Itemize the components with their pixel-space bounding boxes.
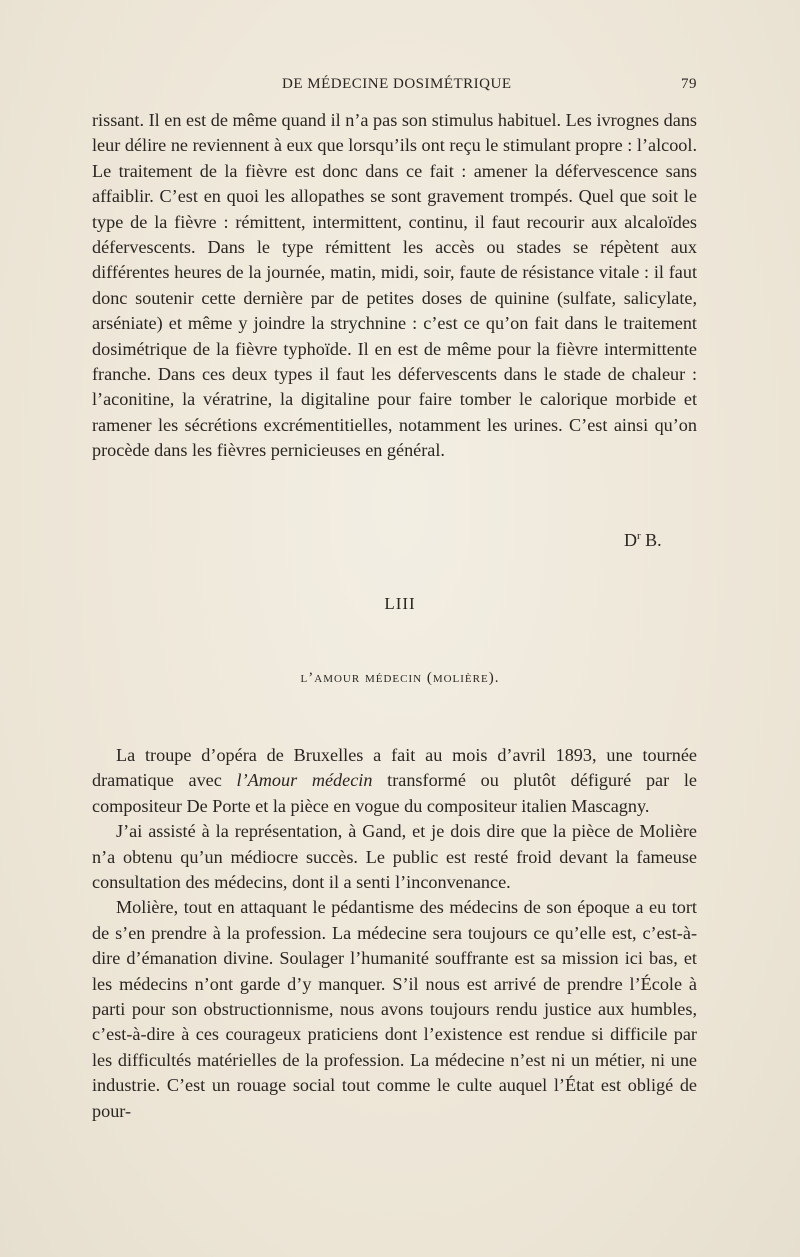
section-title: l’amour médecin (molière). [300,670,500,686]
page-number: 79 [681,76,697,92]
signature-name: B. [645,530,662,550]
signature-prefix: D [624,530,637,550]
play-title: l’Amour médecin [236,770,373,791]
section-number: LIII [384,594,416,613]
paragraph: J’ai assisté à la représentation, à Gand, et je dois dire que la pièce de Molière n’a obtenu qu’un médiocre succès. Le public est resté froid devant la fameuse consultation des médecins, dont il a senti l’inconvenance. [92,821,697,893]
paragraph: Molière, tout en attaquant le pédantisme des médecins de son époque a eu tort de s’en prendre à la profession. La médecine sera toujours ce qu’elle est, c’est-à-dire d’émanation divine. Soulager l’humanité souffrante est sa mission ici bas, et les médecins n’ont garde d’y manquer. S’il nous est arrivé de prendre l’École à parti pour son obstructionnisme, nous avons toujours rendu justice aux humbles, c’est-à-dire à ces courageux praticiens dont l’existence est rendue si difficile par les difficultés matérielles de la profession. La médecine n’est ni un métier, ni une industrie. C’est un rouage social tout comme le culte auquel l’État est obligé de pour- [92,897,697,1121]
signature-sup: r [637,530,641,542]
paragraph [92,743,697,819]
text-block-top [92,108,697,464]
text-block-bottom [92,743,697,1124]
signature [624,530,662,551]
paragraph-text: transformé ou plutôt défiguré par le compositeur De Porte et la pièce en vogue du compositeur italien Mascagny. [92,770,697,816]
paragraph-text: La troupe d’opéra de Bruxelles a fait au mois d’avril 1893, une tournée dramatique avec [92,745,697,791]
paragraph: rissant. Il en est de même quand il n’a pas son stimulus habituel. Les ivrognes dans leur délire ne reviennent à eux que lorsqu’ils ont reçu le stimulant propre : l’alcool. Le traitement de la fièvre est donc dans ce fait : amener la défervescence sans affaiblir. C’est en quoi les allopathes se sont gravement trompés. Quel que soit le type de la fièvre : rémittent, intermittent, continu, il faut recourir aux alcaloïdes défervescents. Dans le type rémittent les accès ou stades se répètent aux différentes heures de la journée, matin, midi, soir, faute de résistance vitale : il faut donc soutenir cette dernière par de petites doses de quinine (sulfate, salicylate, arséniate) et même y joindre la strychnine : c’est ce qu’on fait dans le traitement dosimétrique de la fièvre typhoïde. Il en est de même pour la fièvre intermittente franche. Dans ces deux types il faut les défervescents dans le stade de chaleur : l’aconitine, la vératrine, la digitaline pour faire tomber le calorique morbide et ramener les sécrétions excrémentitielles, notamment les urines. C’est ainsi qu’on procède dans les fièvres pernicieuses en général. [92,110,697,461]
running-header [92,76,697,100]
running-title: DE MÉDECINE DOSIMÉTRIQUE [282,76,512,92]
